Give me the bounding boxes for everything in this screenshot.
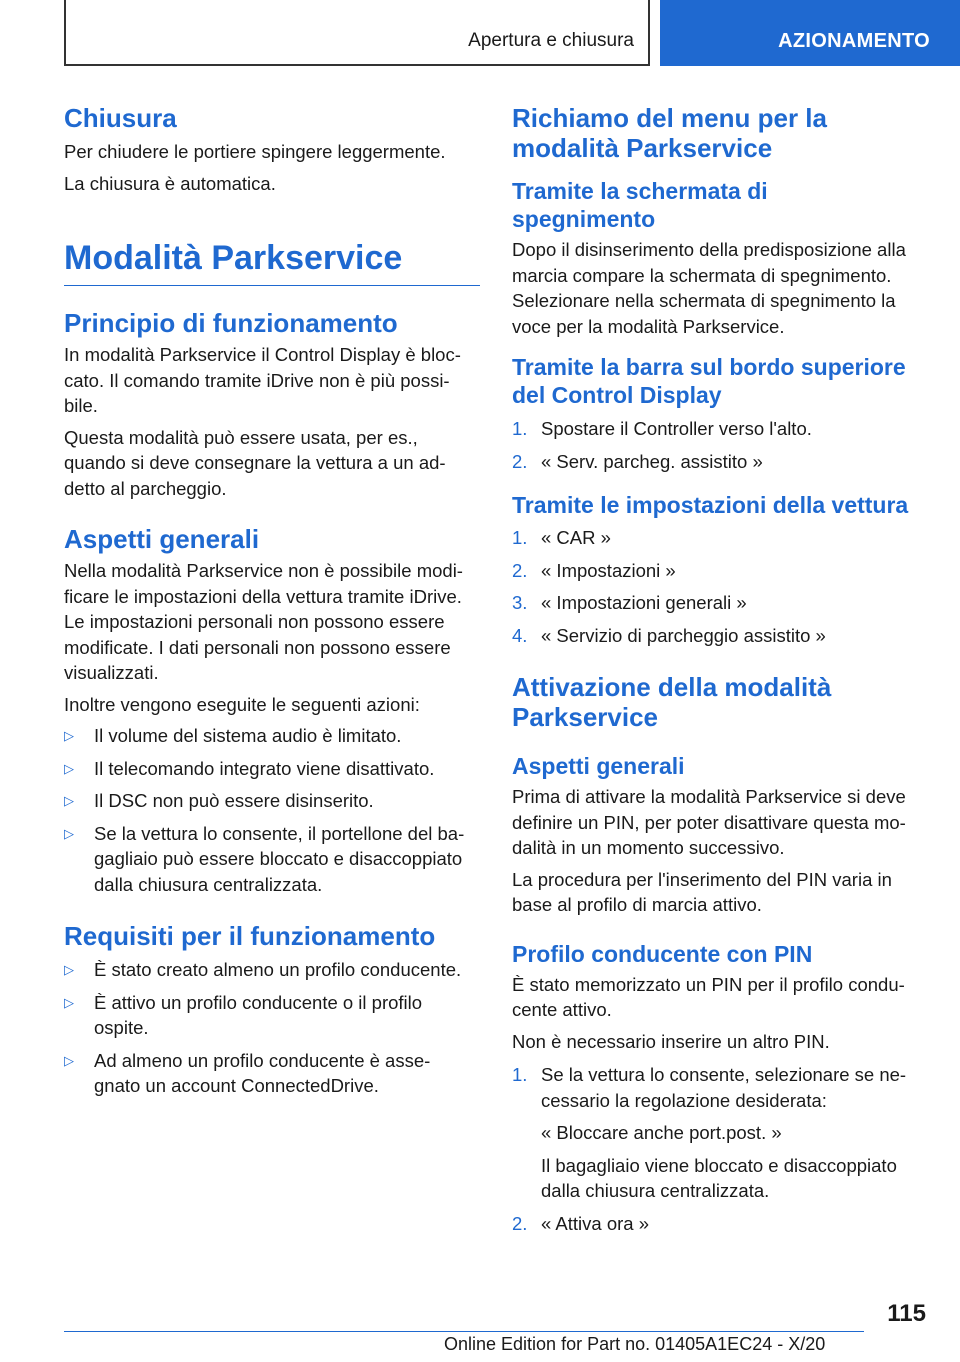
left-column <box>64 100 480 1099</box>
text-line: cato. Il comando tramite iDrive non è più possi‐ <box>64 369 450 391</box>
text-line: voce per la modalità Parkservice. <box>512 315 785 337</box>
list-item-text: « CAR » <box>541 527 611 548</box>
list-item <box>64 957 480 983</box>
text-line: È stato memorizzato un PIN per il profilo condu‐ <box>512 973 905 995</box>
step-number: 3. <box>512 592 528 613</box>
step-number: 1. <box>512 1064 528 1085</box>
principle-paragraph-2 <box>64 425 480 502</box>
list-item-text: Spostare il Controller verso l'alto. <box>541 418 812 439</box>
text-line: Dopo il disinserimento della predisposizione alla <box>512 239 906 260</box>
list-item-text <box>94 821 480 898</box>
activation-heading <box>512 672 930 732</box>
text-line: gagliaio può essere bloccato e disaccoppiato <box>94 848 463 869</box>
text-line: Nella modalità Parkservice non è possibile modi‐ <box>64 560 463 581</box>
text-line: ficare le impostazioni della vettura tramite iDrive. <box>64 585 462 607</box>
heading-line: spegnimento <box>512 206 656 232</box>
text-line: dalla chiusura centralizzata. <box>94 873 323 895</box>
triangle-bullet-icon: ▷ <box>64 793 74 808</box>
list-item-text: Il volume del sistema audio è limitato. <box>94 725 402 746</box>
activation-general-heading: Aspetti generali <box>512 753 685 779</box>
step-number: 1. <box>512 418 528 439</box>
text-line: cessario la regolazione desiderata: <box>541 1089 827 1111</box>
general-heading: Aspetti generali <box>64 524 260 554</box>
settings-heading: Tramite le impostazioni della vettura <box>512 492 909 518</box>
list-item <box>64 990 480 1041</box>
list-item <box>64 723 480 749</box>
heading-line: Tramite la schermata di <box>512 178 768 204</box>
heading-line: del Control Display <box>512 382 722 408</box>
text-line: base al profilo di marcia attivo. <box>512 894 762 915</box>
list-item <box>512 1211 930 1237</box>
list-item-text <box>541 1062 930 1204</box>
list-item <box>512 623 930 649</box>
general-bullet-list <box>64 723 480 897</box>
header-chapter-box <box>64 0 650 66</box>
principle-paragraph-1 <box>64 342 480 419</box>
step-number: 2. <box>512 1212 528 1234</box>
list-item-text: « Impostazioni generali » <box>541 592 747 613</box>
closing-paragraph-1: Per chiudere le portiere spingere leggermente. <box>64 141 446 162</box>
step-number: 2. <box>512 450 528 472</box>
page-number: 115 <box>887 1300 926 1327</box>
list-item-text <box>94 1048 480 1099</box>
step-number: 1. <box>512 527 528 548</box>
text-line: cente attivo. <box>512 999 612 1020</box>
heading-line: Attivazione della modalità <box>512 672 832 702</box>
heading-line: Tramite la barra sul bordo superiore <box>512 354 906 380</box>
list-item-text: Il DSC non può essere disinserito. <box>94 790 374 811</box>
general-paragraph-2: Inoltre vengono eseguite le seguenti azioni: <box>64 693 420 715</box>
text-line: marcia compare la schermata di spegnimento. <box>512 264 892 286</box>
text-line: In modalità Parkservice il Control Display è bloc‐ <box>64 344 461 365</box>
list-item <box>512 416 930 442</box>
heading-line: Richiamo del menu per la <box>512 103 827 133</box>
text-line: bile. <box>64 395 98 416</box>
text-line: Selezionare nella schermata di spegnimento la <box>512 290 896 311</box>
triangle-bullet-icon: ▷ <box>64 962 74 977</box>
text-line: Prima di attivare la modalità Parkservice si deve <box>512 786 906 807</box>
text-line: Se la vettura lo consente, il portellone del ba‐ <box>94 822 465 844</box>
heading-line: Parkservice <box>512 702 659 732</box>
edition-text: Online Edition for Part no. 01405A1EC24 - X/20 <box>444 1334 826 1354</box>
text-line: Questa modalità può essere usata, per es., <box>64 426 418 448</box>
list-item-text: « Attiva ora » <box>541 1212 649 1234</box>
section-tab <box>660 0 960 66</box>
step-number: 2. <box>512 559 528 581</box>
requirements-heading: Requisiti per il funzionamento <box>64 921 436 951</box>
chapter-title: Apertura e chiusura <box>468 30 634 51</box>
text-line: Se la vettura lo consente, selezionare se ne‐ <box>541 1064 907 1085</box>
text-line: Il bagagliaio viene bloccato e disaccoppiato <box>541 1154 897 1176</box>
topbar-heading <box>512 353 930 409</box>
list-item <box>64 821 480 898</box>
triangle-bullet-icon: ▷ <box>64 1052 74 1068</box>
text-line: La procedura per l'inserimento del PIN varia in <box>512 868 892 890</box>
shutdown-heading <box>512 177 930 233</box>
right-column <box>512 100 930 1236</box>
list-item-text: « Impostazioni » <box>541 559 676 581</box>
heading-line: modalità Parkservice <box>512 133 773 163</box>
title-rule <box>64 285 480 286</box>
shutdown-paragraph <box>512 237 930 339</box>
topbar-steps <box>512 416 930 474</box>
text-line: modificate. I dati personali non possono essere <box>64 636 451 658</box>
list-item-text: È stato creato almeno un profilo conducente. <box>94 959 462 980</box>
list-item <box>512 590 930 616</box>
requirements-bullet-list <box>64 957 480 1099</box>
triangle-bullet-icon: ▷ <box>64 728 74 743</box>
text-line: detto al parcheggio. <box>64 477 227 499</box>
list-item <box>512 558 930 584</box>
list-item <box>512 525 930 551</box>
text-line: quando si deve consegnare la vettura a un ad‐ <box>64 452 446 473</box>
triangle-bullet-icon: ▷ <box>64 760 74 776</box>
triangle-bullet-icon: ▷ <box>64 825 74 841</box>
list-item <box>512 1062 930 1204</box>
text-line: dalla chiusura centralizzata. <box>541 1180 770 1201</box>
text-line: ospite. <box>94 1017 149 1038</box>
list-item-text <box>94 990 480 1041</box>
menu-option-text: « Bloccare anche port.post. » <box>541 1122 782 1143</box>
list-item-text: « Serv. parcheg. assistito » <box>541 450 763 472</box>
list-item <box>64 788 480 814</box>
pin-profile-heading: Profilo conducente con PIN <box>512 940 813 967</box>
step-number: 4. <box>512 624 528 646</box>
text-line: È attivo un profilo conducente o il profilo <box>94 991 423 1013</box>
list-item-text: Il telecomando integrato viene disattivato. <box>94 757 435 779</box>
text-line: definire un PIN, per poter disattivare questa mo‐ <box>512 811 906 833</box>
menu-heading <box>512 103 930 163</box>
activation-general-paragraph-1 <box>512 784 930 861</box>
closing-paragraph-2: La chiusura è automatica. <box>64 172 276 194</box>
section-title: AZIONAMENTO <box>778 30 930 52</box>
settings-steps <box>512 525 930 648</box>
list-item-text: « Servizio di parcheggio assistito » <box>541 624 826 646</box>
text-line: Le impostazioni personali non possono essere <box>64 611 445 632</box>
closing-heading: Chiusura <box>64 103 177 133</box>
list-item <box>64 1048 480 1099</box>
pin-profile-paragraph-2: Non è necessario inserire un altro PIN. <box>512 1030 830 1052</box>
pin-profile-steps <box>512 1062 930 1236</box>
text-line: visualizzati. <box>64 662 159 683</box>
pin-profile-paragraph-1 <box>512 972 930 1023</box>
triangle-bullet-icon: ▷ <box>64 994 74 1010</box>
general-paragraph-1 <box>64 558 480 686</box>
principle-heading: Principio di funzionamento <box>64 308 398 338</box>
activation-general-paragraph-2 <box>512 867 930 918</box>
text-line: dalità in un momento successivo. <box>512 837 785 858</box>
footer-rule <box>64 1331 864 1332</box>
main-title: Modalità Parkservice <box>64 239 403 277</box>
option-description <box>541 1153 930 1204</box>
list-item <box>64 756 480 782</box>
text-line: Ad almeno un profilo conducente è asse‐ <box>94 1049 431 1071</box>
list-item <box>512 449 930 475</box>
text-line: gnato un account ConnectedDrive. <box>94 1075 379 1096</box>
